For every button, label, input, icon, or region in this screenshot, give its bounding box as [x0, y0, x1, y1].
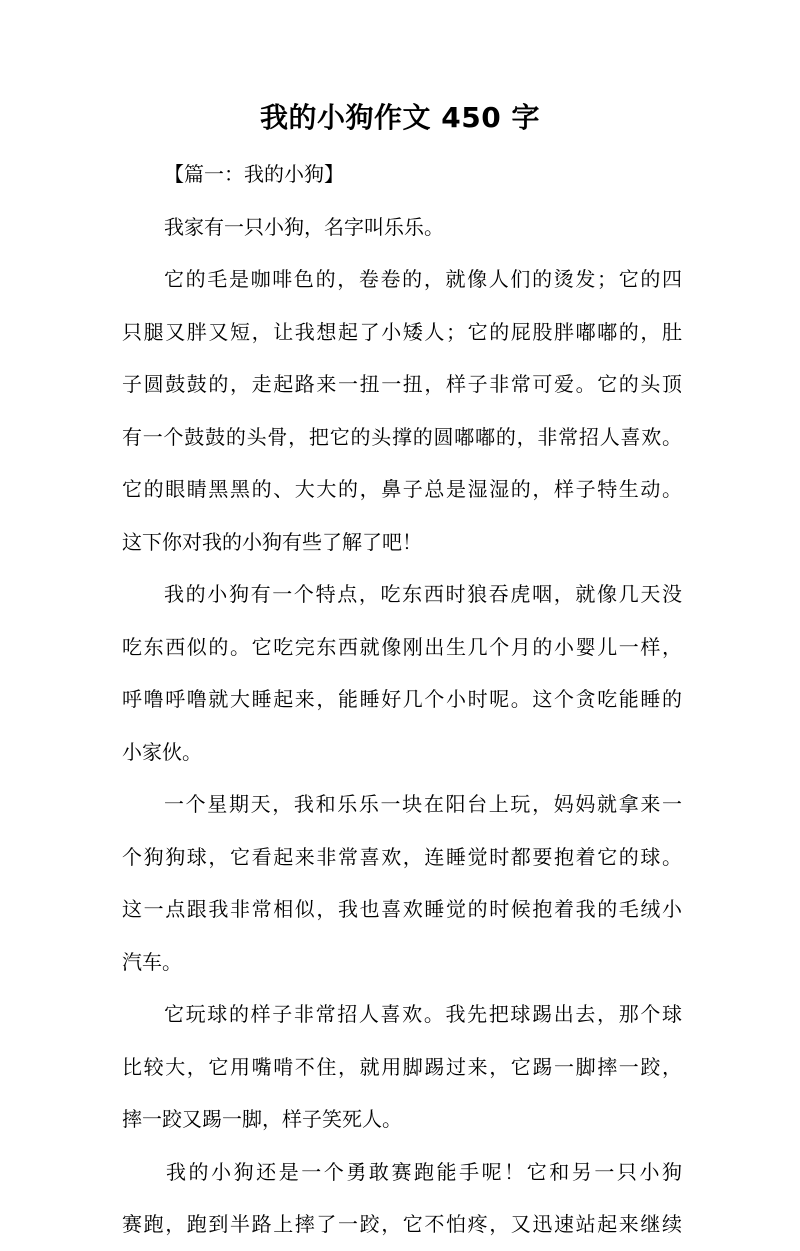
- text-line: 呼噜呼噜就大睡起来，能睡好几个小时呢。这个贪吃能睡的: [122, 687, 682, 711]
- text-line: 它玩球的样子非常招人喜欢。我先把球踢出去，那个球: [164, 1002, 682, 1026]
- text-line: 只腿又胖又短，让我想起了小矮人；它的屁股胖嘟嘟的，肚: [122, 319, 682, 344]
- text-line: 一个星期天，我和乐乐一块在阳台上玩，妈妈就拿来一: [164, 792, 682, 816]
- text-line: 个狗狗球，它看起来非常喜欢，连睡觉时都要抱着它的球。: [122, 844, 682, 869]
- essay-body: [122, 148, 682, 1251]
- text-line: 我的小狗有一个特点，吃东西时狼吞虎咽，就像几天没: [164, 582, 682, 606]
- text-line: 比较大，它用嘴啃不住，就用脚踢过来，它踢一脚摔一跤，: [122, 1054, 682, 1079]
- section-heading: 【篇一：我的小狗】: [164, 162, 344, 186]
- text-line: 小家伙。: [122, 739, 202, 764]
- text-line: 我的小狗还是一个勇敢赛跑能手呢！它和另一只小狗: [166, 1159, 682, 1184]
- text-line: 我家有一只小狗，名字叫乐乐。: [164, 214, 444, 239]
- text-line: 吃东西似的。它吃完东西就像刚出生几个月的小婴儿一样，: [122, 634, 682, 659]
- text-line: 它的毛是咖啡色的，卷卷的，就像人们的烫发；它的四: [164, 267, 682, 291]
- text-line: 摔一跤又踢一脚，样子笑死人。: [122, 1107, 402, 1131]
- text-line: 汽车。: [122, 949, 182, 974]
- text-line: 这一点跟我非常相似，我也喜欢睡觉的时候抱着我的毛绒小: [122, 897, 682, 921]
- page-title: 我的小狗作文 450 字: [260, 101, 540, 134]
- text-line: 赛跑，跑到半路上摔了一跤，它不怕疼，又迅速站起来继续: [122, 1212, 682, 1236]
- text-line: 子圆鼓鼓的，走起路来一扭一扭，样子非常可爱。它的头顶: [122, 372, 682, 396]
- text-line: 有一个鼓鼓的头骨，把它的头撑的圆嘟嘟的，非常招人喜欢。: [122, 424, 682, 449]
- text-line: 它的眼睛黑黑的、大大的，鼻子总是湿湿的，样子特生动。: [122, 477, 682, 501]
- text-line: 这下你对我的小狗有些了解了吧！: [122, 529, 422, 554]
